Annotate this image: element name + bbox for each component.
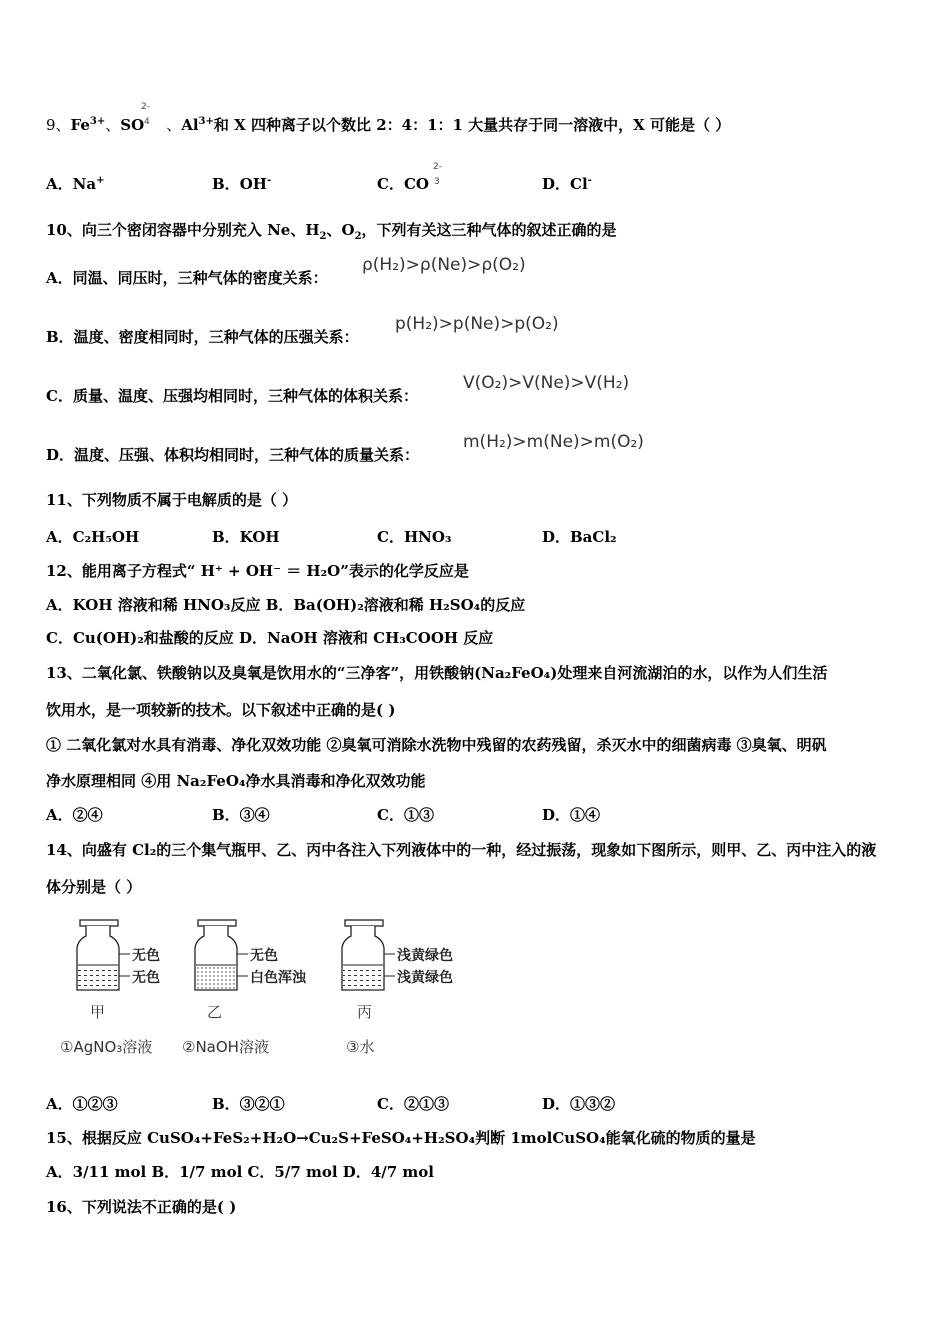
- q10-option-b-formula: p(H₂)>p(Ne)>p(O₂): [395, 314, 559, 334]
- q13-option-d: D．①④: [542, 806, 601, 824]
- jar-bing-top-label: 浅黄绿色: [397, 948, 453, 964]
- jar-jia-name: 甲: [90, 1003, 106, 1021]
- q13-line1: 13、二氧化氯、铁酸钠以及臭氧是饮用水的“三净客”，用铁酸钠(Na₂FeO₄)处理来自河流湖泊的水，以作为人们生活: [46, 664, 828, 682]
- q13-option-b: B．③④: [212, 806, 270, 824]
- jar-yi: [195, 920, 248, 990]
- jar-jia-top-label: 无色: [132, 948, 160, 964]
- q11-stem: 11、下列物质不属于电解质的是（ ）: [46, 491, 298, 509]
- q13-line2: 饮用水，是一项较新的技术。以下叙述中正确的是( ): [46, 701, 396, 719]
- q10-option-d-formula: m(H₂)>m(Ne)>m(O₂): [463, 432, 644, 452]
- q14-option-c: C．②①③: [377, 1095, 449, 1113]
- jar-yi-reagent: ②NaOH溶液: [182, 1038, 269, 1056]
- q13-line4: 净水原理相同 ④用 Na₂FeO₄净水具消毒和净化双效功能: [46, 772, 426, 790]
- q11-option-b: B．KOH: [212, 528, 280, 546]
- jar-jia-reagent: ①AgNO₃溶液: [60, 1038, 153, 1056]
- q13-line3: ① 二氧化氯对水具有消毒、净化双效功能 ②臭氧可消除水洗物中残留的农药残留，杀灭水中的细菌病毒 ③臭氧、明矾: [46, 736, 827, 754]
- jar-bing-name: 丙: [357, 1003, 373, 1021]
- q12-options-line1: A．KOH 溶液和稀 HNO₃反应 B．Ba(OH)₂溶液和稀 H₂SO₄的反应: [46, 596, 526, 614]
- q9-option-d: D．Cl-: [542, 175, 592, 193]
- q12-stem: 12、能用离子方程式“ H⁺ + OH⁻ ＝ H₂O”表示的化学反应是: [46, 562, 469, 580]
- q10-option-a-formula: ρ(H₂)>ρ(Ne)>ρ(O₂): [362, 255, 526, 275]
- jar-yi-name: 乙: [207, 1003, 223, 1021]
- jar-bing-bottom-label: 浅黄绿色: [397, 970, 453, 986]
- q15-options: A．3/11 mol B．1/7 mol C．5/7 mol D．4/7 mol: [46, 1163, 434, 1181]
- q11-option-d: D．BaCl₂: [542, 528, 617, 546]
- q10-option-c-formula: V(O₂)>V(Ne)>V(H₂): [463, 373, 630, 393]
- q9-option-b: B．OH-: [212, 175, 272, 193]
- q16-stem: 16、下列说法不正确的是( ): [46, 1198, 237, 1216]
- q9-co-charge: 2-: [433, 162, 442, 172]
- q15-stem: 15、根据反应 CuSO₄+FeS₂+H₂O→Cu₂S+FeSO₄+H₂SO₄判断 1molCuSO₄能氧化硫的物质的量是: [46, 1129, 756, 1147]
- jar-jia-bottom-label: 无色: [132, 970, 160, 986]
- q14-option-a: A．①②③: [46, 1095, 118, 1113]
- q10-stem: 10、向三个密闭容器中分别充入 Ne、$H_2$、$O_2$，下列有关这三种气体的叙述正确的是: [46, 221, 617, 242]
- q9-co-subscript: 3: [434, 177, 440, 187]
- q9-so-subscript: 4: [144, 117, 150, 127]
- jar-yi-top-label: 无色: [250, 948, 278, 964]
- q12-options-line2: C．Cu(OH)₂和盐酸的反应 D．NaOH 溶液和 CH₃COOH 反应: [46, 629, 494, 647]
- q10-option-b: B．温度、密度相同时，三种气体的压强关系：: [46, 328, 359, 346]
- q9-option-a: A．Na+: [46, 175, 105, 193]
- q14-option-b: B．③②①: [212, 1095, 285, 1113]
- jar-yi-bottom-label: 白色浑浊: [250, 970, 306, 986]
- jar-bing: [342, 920, 395, 990]
- q9-option-c: C．CO: [377, 175, 429, 193]
- jar-bing-reagent: ③水: [346, 1038, 375, 1056]
- q10-option-d: D．温度、压强、体积均相同时，三种气体的质量关系：: [46, 446, 420, 464]
- q14-line1: 14、向盛有 Cl₂的三个集气瓶甲、乙、丙中各注入下列液体中的一种，经过振荡，现象如下图所示，则甲、乙、丙中注入的液: [46, 841, 877, 859]
- q13-option-a: A．②④: [46, 806, 103, 824]
- q9-so-charge: 2-: [141, 102, 150, 112]
- q14-line2: 体分别是（ ）: [46, 878, 142, 896]
- q11-option-a: A．C₂H₅OH: [46, 528, 140, 546]
- q10-option-c: C．质量、温度、压强均相同时，三种气体的体积关系：: [46, 387, 418, 405]
- q14-option-d: D．①③②: [542, 1095, 616, 1113]
- q9-stem: 9、$Fe^{3+}$、SO 、$Al^{3+}$和 X 四种离子以个数比 2：4：1：1 大量共存于同一溶液中，X 可能是（ ）: [46, 116, 731, 134]
- q10-option-a: A．同温、同压时，三种气体的密度关系：: [46, 269, 328, 287]
- jar-jia: [77, 920, 130, 990]
- q11-option-c: C．HNO₃: [377, 528, 452, 546]
- q13-option-c: C．①③: [377, 806, 434, 824]
